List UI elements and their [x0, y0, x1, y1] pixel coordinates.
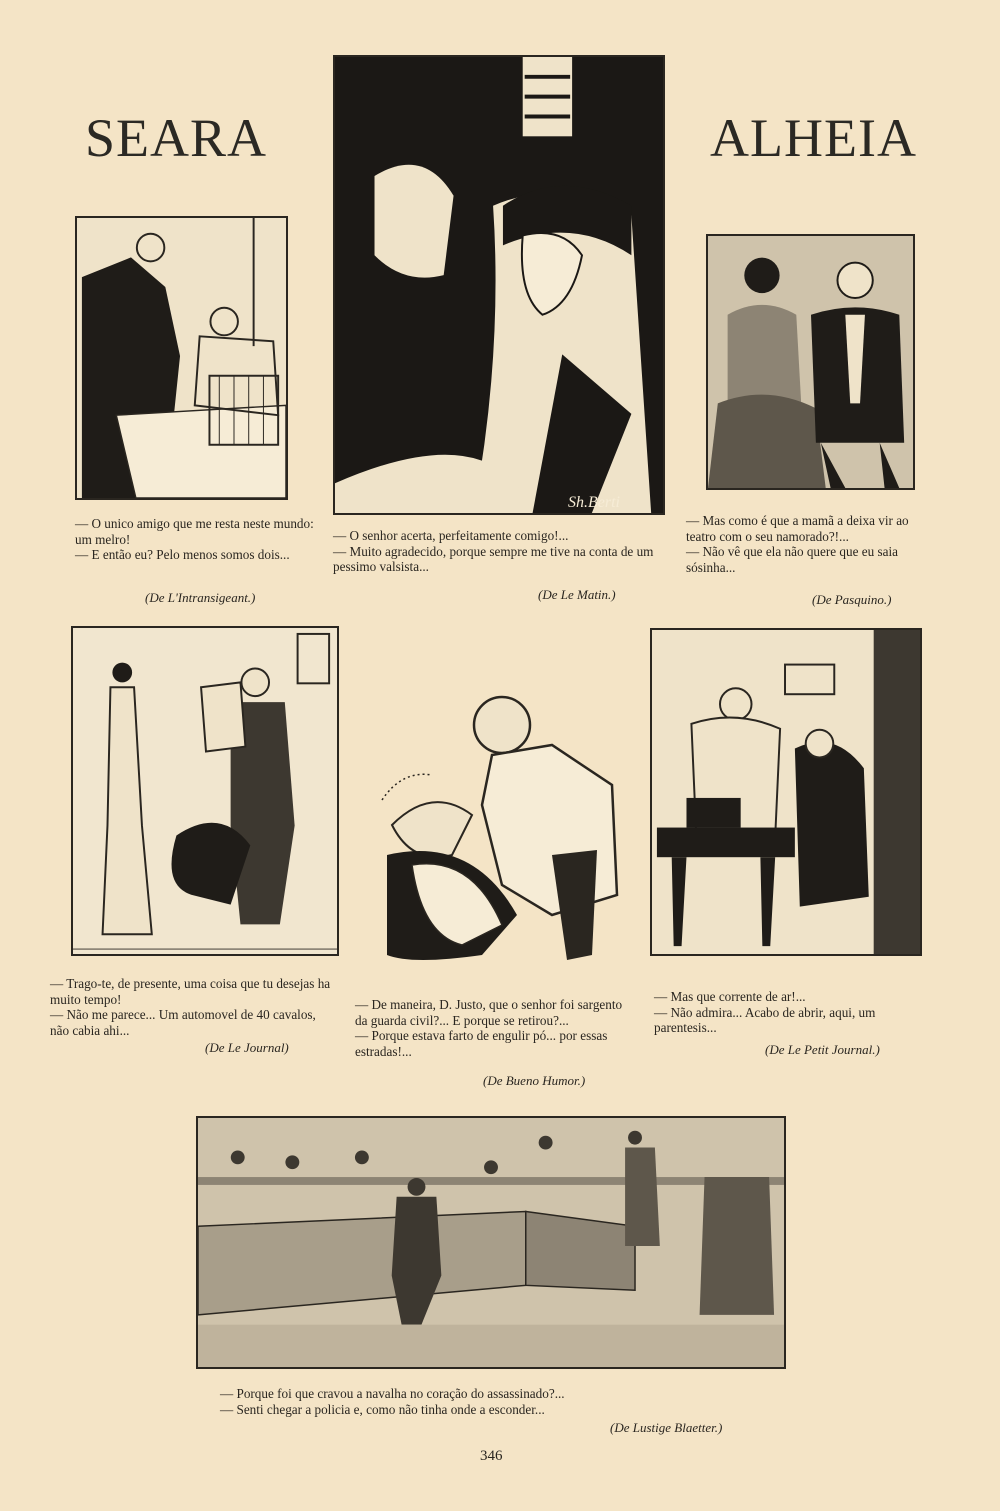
cartoon-4-line-1: — Trago-te, de presente, uma coisa que tu desejas ha muito tempo! — [50, 976, 331, 1007]
cartoon-5-illustration — [352, 685, 630, 975]
cartoon-7-line-2: — Senti chegar a policia e, como não tinha onde a esconder... — [220, 1401, 545, 1417]
cartoon-6-illustration — [650, 628, 922, 956]
cartoon-2-line-1: — O senhor acerta, perfeitamente comigo!... — [333, 528, 569, 543]
cartoon-1-line-2: — E então eu? Pelo menos somos dois... — [75, 547, 290, 563]
cartoon-5-caption — [355, 997, 635, 1059]
cartoon-4-line-2: — Não me parece... Um automovel de 40 cavalos, não cabia ahi... — [50, 1007, 316, 1038]
cartoon-3-line-1: — Mas como é que a mamã a deixa vir ao teatro com o seu namorado?!... — [686, 513, 909, 544]
cartoon-1-line-1: — O unico amigo que me resta neste mundo: um melro! — [75, 516, 314, 547]
cartoon-5-source: (De Bueno Humor.) — [483, 1073, 586, 1088]
cartoon-3-line-2: — Não vê que ela não quere que eu saia sósinha... — [686, 544, 899, 575]
cartoon-2-source: (De Le Matin.) — [538, 587, 616, 602]
cartoon-7-line-1: — Porque foi que cravou a navalha no coração do assassinado?... — [220, 1386, 565, 1401]
cartoon-7-source: (De Lustige Blaetter.) — [610, 1420, 723, 1435]
cartoon-7-caption — [220, 1386, 780, 1417]
cartoon-2-signature: Sh.Berti — [568, 494, 620, 511]
cartoon-6-line-2: — Não admira... Acabo de abrir, aqui, um parentesis... — [654, 1004, 876, 1036]
cartoon-6-source: (De Le Petit Journal.) — [765, 1042, 880, 1057]
cartoon-5-line-1: — De maneira, D. Justo, que o senhor foi sargento da guarda civil?... E porque se retirou?... — [355, 997, 623, 1028]
page-number: 346 — [480, 1448, 503, 1464]
cartoon-5-line-2: — Porque estava farto de engulir pó... por essas estradas!... — [355, 1028, 608, 1059]
cartoon-3-illustration — [706, 234, 915, 490]
cartoon-2-illustration — [333, 55, 665, 515]
cartoon-2-caption — [333, 528, 658, 575]
cartoon-3-source: (De Pasquino.) — [812, 592, 892, 607]
cartoon-2-line-2: — Muito agradecido, porque sempre me tive na conta de um pessimo valsista... — [333, 543, 654, 575]
cartoon-4-caption — [50, 976, 335, 1038]
cartoon-1-illustration — [75, 216, 288, 500]
page-title-left: SEARA — [85, 108, 268, 168]
cartoon-4-illustration — [71, 626, 339, 956]
cartoon-1-source: (De L'Intransigeant.) — [145, 590, 256, 605]
cartoon-1-caption — [75, 516, 315, 563]
cartoon-7-illustration — [196, 1116, 786, 1369]
cartoon-6-line-1: — Mas que corrente de ar!... — [654, 989, 806, 1004]
cartoon-6-caption — [654, 989, 934, 1036]
page-title-right: ALHEIA — [710, 108, 917, 168]
cartoon-3-caption — [686, 513, 936, 575]
cartoon-4-source: (De Le Journal) — [205, 1040, 289, 1055]
